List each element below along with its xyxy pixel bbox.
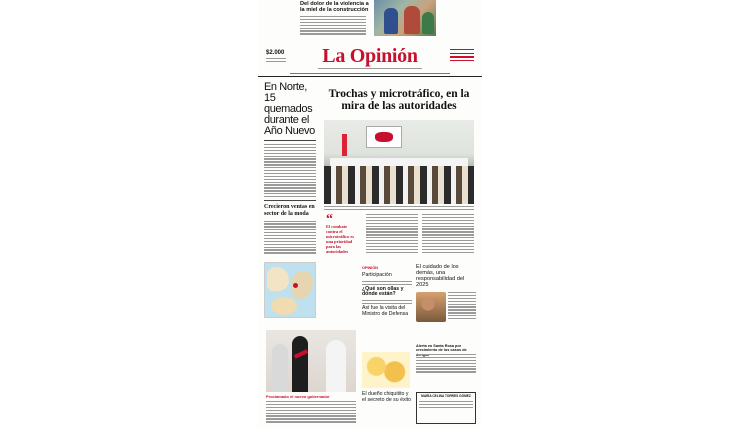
obituary-text [419, 401, 473, 408]
teaser-headline: Del dolor de la violencia a la miel de la construcción [300, 1, 369, 14]
obituary-box [416, 392, 476, 424]
map-marker-icon [293, 283, 298, 288]
price-label: $2.000 [266, 50, 285, 56]
main-photo-caption [324, 206, 474, 212]
right-subhead[interactable]: Alerta en Santa Rosa por crecimiento de los casos de [416, 344, 467, 353]
left-headline[interactable]: En Norte, 15 quemados durante el Año Nuevo [264, 81, 315, 137]
region-map [264, 262, 316, 318]
opinion-item[interactable]: ¿Qué son ollas y dónde están? [362, 285, 404, 298]
info-line [290, 73, 450, 74]
left-column [264, 82, 316, 255]
price-details [266, 58, 286, 64]
ceremony-caption[interactable]: Proclamado el nuevo gobernador [266, 394, 330, 399]
right-story-text [448, 292, 476, 321]
main-photo [324, 120, 474, 204]
teaser-photo [374, 0, 436, 36]
right-column [416, 264, 476, 288]
main-story-text-col1 [366, 214, 418, 254]
opinion-item[interactable]: Participación [362, 272, 392, 278]
opinion-item-text [362, 300, 412, 304]
ceremony-text [266, 401, 356, 424]
obituary-name: MARÍA CELINA TORRES GÓMEZ [421, 394, 471, 398]
masthead [258, 43, 482, 77]
quote-mark-icon: “ [326, 212, 333, 227]
divider [264, 140, 316, 141]
main-story-text-col2 [422, 214, 474, 254]
right-substory-text [416, 354, 476, 374]
newspaper-logo[interactable]: La Opinión [322, 45, 418, 67]
opinion-item-text [362, 281, 412, 285]
opinion-tag: OPINIÓN [362, 266, 379, 270]
top-teaser[interactable] [300, 0, 436, 40]
kids-photo [416, 292, 446, 322]
opinion-column [362, 266, 412, 320]
left-story-text [264, 144, 316, 197]
right-headline[interactable]: El cuidado de los demás, una responsabilidad del 2025 [416, 264, 465, 288]
main-headline[interactable]: Trochas y microtráfico, en la mira de las autoridades [328, 88, 470, 112]
opinion-item[interactable]: Así fue la visita del Ministro de Defensa [362, 304, 409, 317]
left-subhead[interactable]: Crecieron ventas en sector de la moda [264, 204, 315, 217]
left-substory-text [264, 221, 316, 254]
teaser-body-text [300, 16, 366, 36]
section-index [450, 49, 474, 63]
dateline [318, 68, 422, 71]
divider [264, 200, 316, 201]
ceremony-photo [266, 330, 356, 392]
pull-quote: El combate contra el microtráfico es una prioridad para las autoridades [326, 224, 355, 254]
opinion-bottom-headline[interactable]: El dueño chiquitito y el secreto de su éxito [362, 391, 412, 403]
newspaper-front-page [258, 0, 482, 427]
bread-photo [362, 352, 410, 388]
